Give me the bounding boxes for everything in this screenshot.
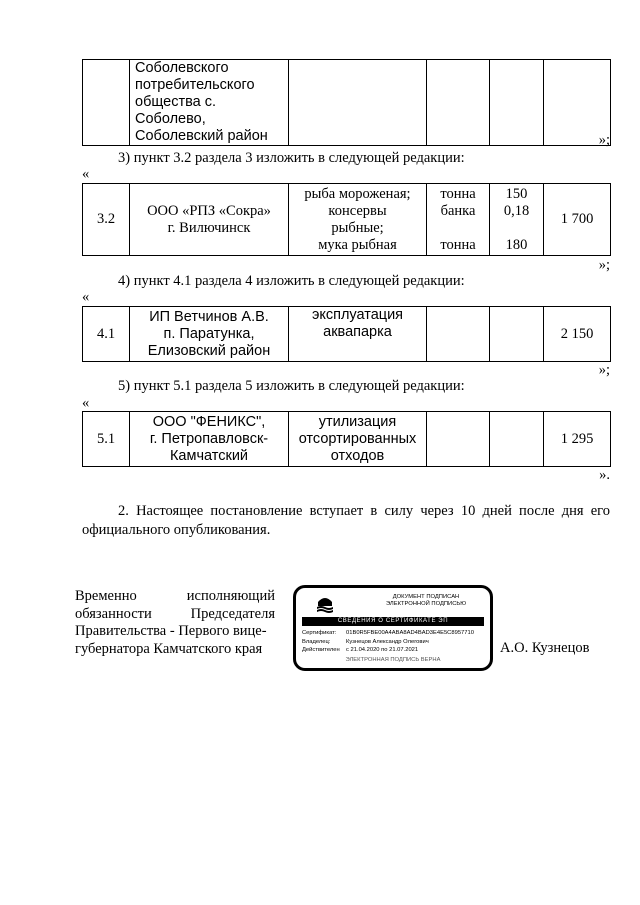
- stamp-title-1: ДОКУМЕНТ ПОДПИСАН: [392, 594, 460, 600]
- product-line: мука рыбная: [318, 236, 397, 253]
- cell-number: 5.1: [83, 412, 130, 467]
- signatory-word: исполняющий: [186, 588, 275, 604]
- cell-product: [289, 412, 427, 467]
- cell-unit: [427, 412, 490, 467]
- cell-quantity: [490, 412, 544, 467]
- signatory-line: Правительства - Первого вице-: [75, 623, 267, 639]
- cell-amount: 2 150: [544, 307, 611, 362]
- table-item-5-1: [82, 411, 611, 467]
- clause-2-line-2: официального опубликования.: [82, 522, 271, 538]
- cell-product: [289, 184, 427, 256]
- amendment-item-4: 4) пункт 4.1 раздела 4 изложить в следующей редакции:: [118, 273, 465, 289]
- table-row: [83, 307, 611, 362]
- table-continuation: [82, 59, 611, 146]
- org-line: Елизовский район: [147, 342, 271, 359]
- org-line: ООО «РПЗ «Сокра»: [147, 202, 271, 219]
- cell-organization: [130, 307, 289, 362]
- stamp-cert-label: Сертификат:: [302, 630, 337, 636]
- org-line: общества с. Соболево,: [135, 94, 217, 127]
- org-line: п. Паратунка,: [163, 325, 255, 342]
- cell-unit: [427, 307, 490, 362]
- unit-line: [429, 220, 487, 237]
- table-item-4-1: [82, 306, 611, 362]
- cell-amount: 1 295: [544, 412, 611, 467]
- product-line: аквапарка: [323, 324, 392, 340]
- cell-unit: [427, 60, 490, 146]
- unit-line: тонна: [440, 236, 476, 253]
- stamp-footer: ЭЛЕКТРОННАЯ ПОДПИСЬ ВЕРНА: [345, 657, 441, 663]
- amendment-item-3: 3) пункт 3.2 раздела 3 изложить в следующей редакции:: [118, 150, 465, 166]
- cell-number: 3.2: [83, 184, 130, 256]
- cell-product: [289, 307, 427, 362]
- org-line: г. Вилючинск: [167, 219, 251, 236]
- signatory-word: обязанности: [75, 605, 152, 622]
- org-line: Камчатский: [169, 447, 249, 464]
- qty-line: 0,18: [503, 202, 530, 219]
- stamp-valid-label: Действителен: [302, 647, 340, 653]
- table-row: [83, 60, 611, 146]
- product-line: рыба мороженая;: [304, 185, 411, 202]
- signatory-line: [75, 588, 275, 606]
- opening-quote: «: [82, 289, 90, 305]
- stamp-owner-label: Владелец:: [302, 639, 331, 645]
- unit-line: банка: [440, 202, 476, 219]
- opening-quote: «: [82, 166, 90, 182]
- closing-quote: »;: [598, 257, 610, 273]
- cell-organization: [130, 184, 289, 256]
- coat-of-arms-icon: [316, 594, 334, 614]
- signatory-line: [75, 606, 275, 624]
- stamp-title-2: ЭЛЕКТРОННОЙ ПОДПИСЬЮ: [385, 601, 467, 607]
- signatory-line: губернатора Камчатского края: [75, 640, 263, 657]
- org-line: Соболевского: [135, 60, 229, 76]
- qty-line: [492, 220, 541, 237]
- cell-organization: [130, 412, 289, 467]
- e-signature-stamp: [293, 585, 493, 671]
- org-line: ИП Ветчинов А.В.: [149, 308, 269, 325]
- signatory-name: А.О. Кузнецов: [500, 640, 590, 656]
- closing-quote: »;: [598, 132, 610, 148]
- org-line: г. Петропавловск-: [149, 430, 269, 447]
- qty-line: 180: [505, 236, 528, 253]
- stamp-owner-value: Кузнецов Александр Олегович: [346, 639, 429, 645]
- product-line: рыбные;: [331, 219, 384, 236]
- signatory-title: [75, 588, 275, 658]
- org-line: Соболевский район: [135, 128, 268, 144]
- qty-line: 150: [505, 185, 528, 202]
- signatory-word: Председателя: [190, 605, 275, 622]
- stamp-valid-value: с 21.04.2020 по 21.07.2021: [346, 647, 419, 653]
- cell-quantity: [490, 307, 544, 362]
- cell-unit: [427, 184, 490, 256]
- table-row: [83, 412, 611, 467]
- cell-number: [83, 60, 130, 146]
- cell-quantity: [490, 60, 544, 146]
- clause-2-line-1: 2. Настоящее постановление вступает в силу через 10 дней после дня его: [118, 503, 610, 519]
- amendment-item-5: 5) пункт 5.1 раздела 5 изложить в следующей редакции:: [118, 378, 465, 394]
- product-line: утилизация: [318, 413, 397, 430]
- cell-number: 4.1: [83, 307, 130, 362]
- table-row: [83, 184, 611, 256]
- unit-line: тонна: [440, 185, 476, 202]
- product-line: эксплуатация: [311, 307, 404, 323]
- closing-quote: »;: [598, 362, 610, 378]
- stamp-cert-value: 01B0R5FBE00A4ABA8AD4BAD3E4E5C8957710: [346, 630, 474, 636]
- cell-quantity: [490, 184, 544, 256]
- cell-organization: [130, 60, 289, 146]
- stamp-band: СВЕДЕНИЯ О СЕРТИФИКАТЕ ЭП: [302, 617, 484, 626]
- org-line: ООО "ФЕНИКС",: [152, 413, 266, 430]
- cell-product: [289, 60, 427, 146]
- signatory-word: Временно: [75, 588, 137, 604]
- product-line: отходов: [330, 447, 385, 464]
- opening-quote: «: [82, 395, 90, 411]
- product-line: отсортированных: [298, 430, 417, 447]
- table-item-3-2: [82, 183, 611, 256]
- org-line: потребительского: [135, 77, 255, 93]
- product-line: консервы: [328, 202, 387, 219]
- closing-quote: ».: [599, 467, 610, 483]
- cell-amount: 1 700: [544, 184, 611, 256]
